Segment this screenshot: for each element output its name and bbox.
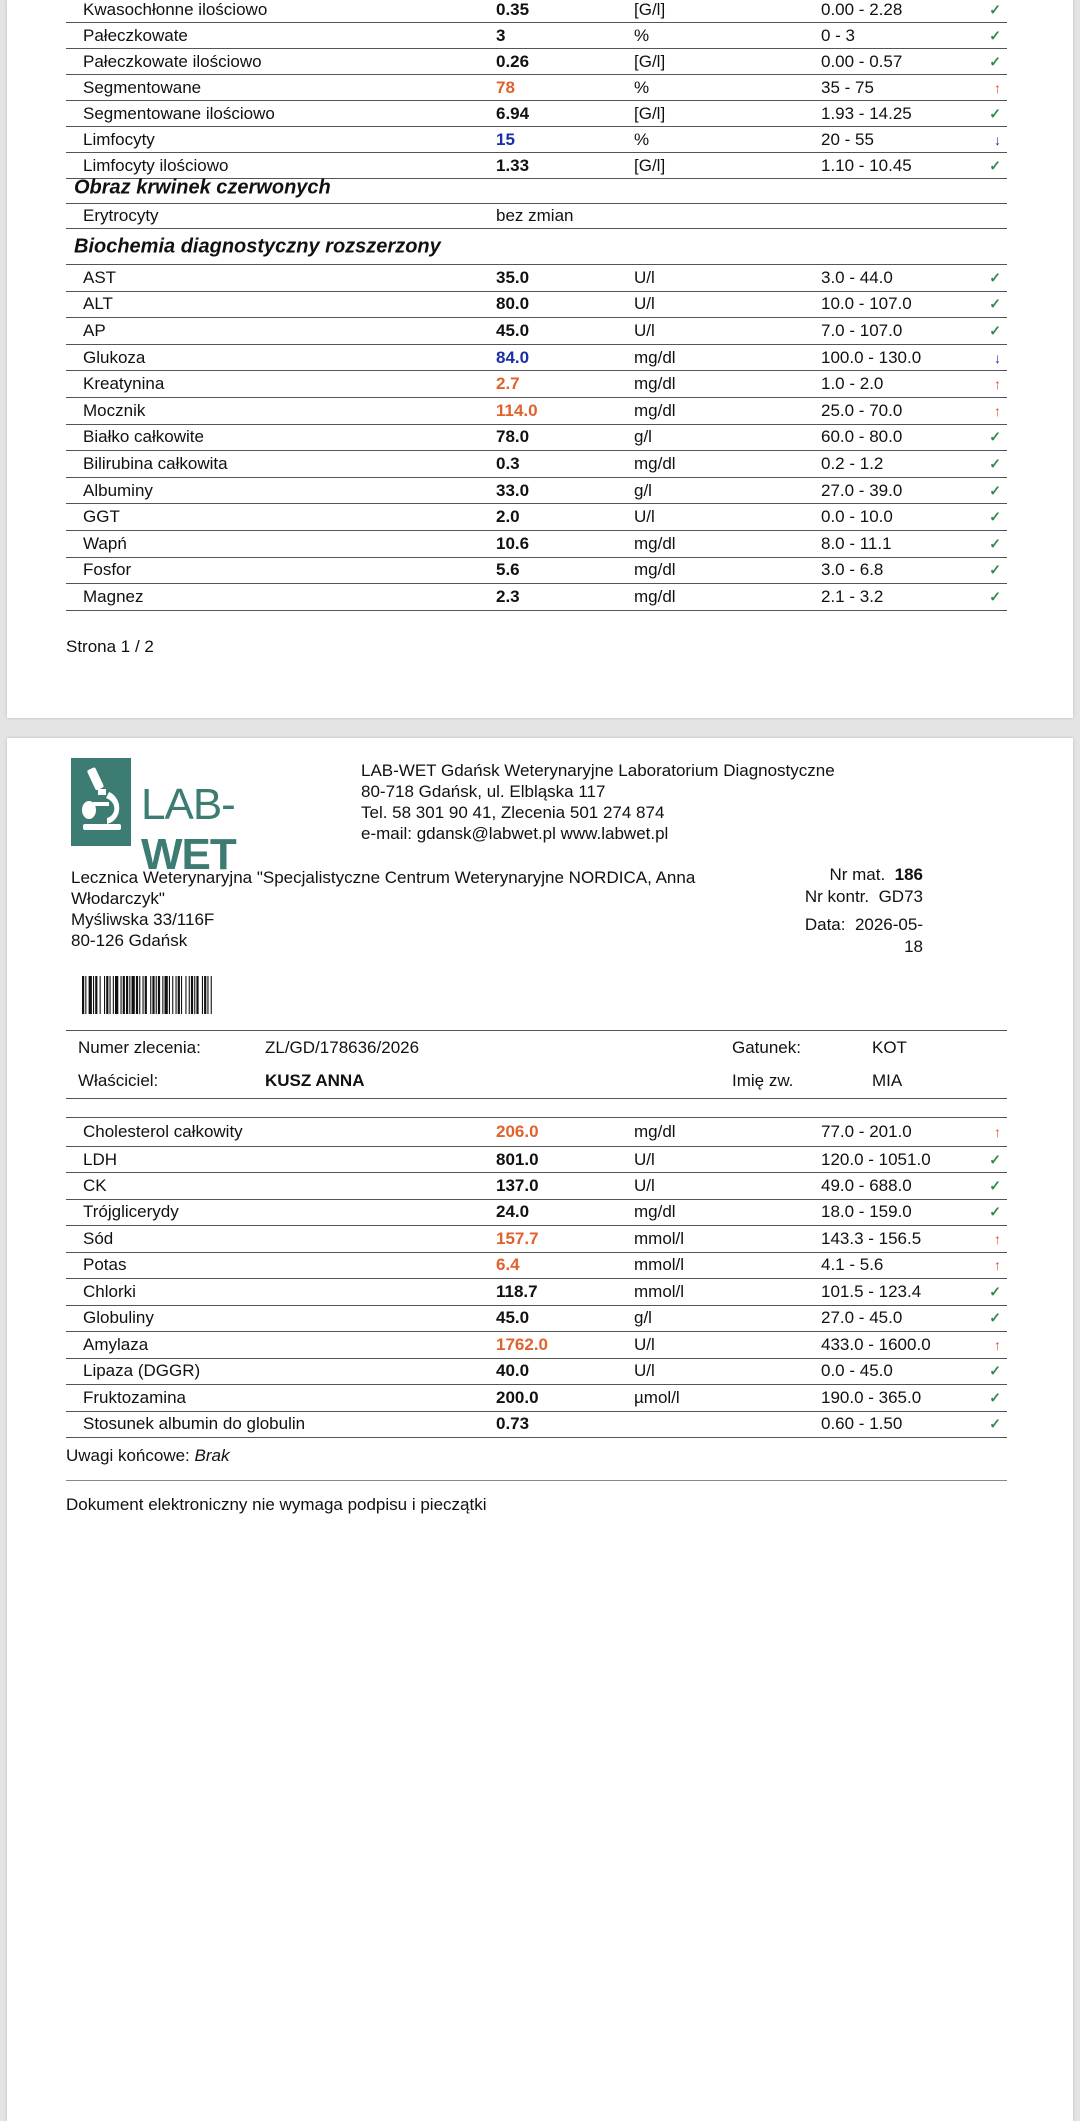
test-unit: U/l [634, 1175, 655, 1195]
test-name: Potas [83, 1255, 127, 1275]
test-unit: mg/dl [634, 400, 676, 420]
table-row [66, 1412, 1007, 1439]
test-name: Pałeczkowate ilościowo [83, 51, 262, 71]
lab-name: LAB-WET Gdańsk Weterynaryjne Laboratorium Diagnostyczne [361, 761, 835, 780]
test-name: Cholesterol całkowity [83, 1122, 243, 1141]
check-icon: ✓ [989, 1362, 1001, 1379]
test-name: Mocznik [83, 400, 146, 420]
table-row [66, 1306, 1007, 1333]
check-icon: ✓ [989, 561, 1001, 578]
table-row [66, 425, 1007, 452]
check-icon: ✓ [989, 1203, 1001, 1220]
test-value: 80.0 [496, 294, 530, 314]
test-unit: g/l [634, 427, 652, 447]
arrow-up-icon: ↑ [994, 1336, 1001, 1353]
table-row [66, 101, 1007, 127]
row-value: bez zmian [496, 206, 574, 225]
check-icon: ✓ [989, 508, 1001, 525]
table-row [66, 265, 1007, 292]
test-unit: U/l [634, 320, 655, 340]
test-name: Lipaza (DGGR) [83, 1361, 201, 1381]
check-icon: ✓ [989, 482, 1001, 499]
table-row [66, 1147, 1007, 1173]
test-unit: [G/l] [634, 0, 666, 19]
test-name: CK [83, 1175, 107, 1195]
check-icon: ✓ [989, 1, 1001, 17]
reference-range: 101.5 - 123.4 [821, 1281, 922, 1301]
test-name: Segmentowane ilościowo [83, 103, 275, 123]
test-value: 15 [496, 129, 515, 149]
test-value: 157.7 [496, 1228, 539, 1248]
test-name: Fosfor [83, 560, 132, 580]
reference-range: 35 - 75 [821, 77, 874, 97]
table-row [66, 1253, 1007, 1280]
test-unit: [G/l] [634, 103, 666, 123]
test-unit: % [634, 25, 650, 45]
reference-range: 27.0 - 39.0 [821, 480, 903, 500]
test-name: Sód [83, 1228, 114, 1248]
test-name: Glukoza [83, 347, 146, 367]
table-row [66, 1332, 1007, 1359]
test-unit: U/l [634, 267, 655, 287]
table-row [66, 1279, 1007, 1306]
check-icon: ✓ [989, 428, 1001, 445]
reference-range: 190.0 - 365.0 [821, 1387, 922, 1407]
test-name: Wapń [83, 533, 127, 553]
test-value: 0.26 [496, 51, 530, 71]
test-name: Kwasochłonne ilościowo [83, 0, 268, 19]
test-unit: U/l [634, 1361, 655, 1381]
test-unit: % [634, 77, 650, 97]
test-value: 206.0 [496, 1122, 539, 1141]
arrow-up-icon: ↑ [994, 79, 1001, 96]
reference-range: 120.0 - 1051.0 [821, 1149, 931, 1169]
test-unit: mmol/l [634, 1281, 685, 1301]
table-row [66, 318, 1007, 345]
test-value: 33.0 [496, 480, 530, 500]
check-icon: ✓ [989, 588, 1001, 605]
test-unit: U/l [634, 507, 655, 527]
test-name: Białko całkowite [83, 427, 204, 447]
test-name: Chlorki [83, 1281, 136, 1301]
test-name: Fruktozamina [83, 1387, 186, 1407]
report-page-2 [7, 738, 1073, 2121]
row-name: Erytrocyty [83, 206, 159, 225]
reference-range: 20 - 55 [821, 129, 874, 149]
check-icon: ✓ [989, 295, 1001, 312]
test-value: 118.7 [496, 1281, 538, 1301]
reference-range: 143.3 - 156.5 [821, 1228, 922, 1248]
page-number: Strona 1 / 2 [66, 637, 154, 656]
test-name: Segmentowane [83, 77, 202, 97]
test-unit: mg/dl [634, 586, 676, 606]
test-value: 24.0 [496, 1202, 530, 1222]
rbc-section [66, 172, 1007, 229]
test-unit: mg/dl [634, 1202, 676, 1222]
check-icon: ✓ [989, 269, 1001, 286]
test-name: Bilirubina całkowita [83, 453, 228, 473]
test-unit: mg/dl [634, 1122, 676, 1141]
owner-value: KUSZ ANNA [265, 1071, 365, 1090]
table-row [66, 451, 1007, 478]
clinic-address [71, 867, 731, 951]
check-icon: ✓ [989, 1151, 1001, 1167]
arrow-up-icon: ↑ [994, 376, 1001, 393]
reference-range: 0.0 - 45.0 [821, 1361, 893, 1381]
test-name: Amylaza [83, 1334, 149, 1354]
test-unit: % [634, 129, 650, 149]
test-unit: U/l [634, 294, 655, 314]
test-name: Albuminy [83, 480, 153, 500]
arrow-up-icon: ↑ [994, 1257, 1001, 1274]
table-row [66, 1117, 1007, 1147]
test-value: 0.35 [496, 0, 530, 19]
arrow-down-icon: ↓ [994, 131, 1001, 148]
test-value: 137.0 [496, 1175, 539, 1195]
divider [66, 1480, 1007, 1481]
check-icon: ✓ [989, 1389, 1001, 1406]
animal-label: Imię zw. [732, 1071, 794, 1090]
nr-kontr: Nr kontr. GD73 [804, 887, 923, 906]
reference-range: 1.0 - 2.0 [821, 374, 884, 394]
lab-phone: Tel. 58 301 90 41, Zlecenia 501 274 874 [361, 803, 665, 822]
reference-range: 18.0 - 159.0 [821, 1202, 912, 1222]
test-name: ALT [83, 294, 113, 314]
test-value: 78.0 [496, 427, 530, 447]
test-unit: U/l [634, 1149, 655, 1169]
test-name: Limfocyty ilościowo [83, 155, 229, 175]
test-unit: g/l [634, 1308, 652, 1328]
reference-range: 8.0 - 11.1 [821, 533, 892, 553]
test-value: 1762.0 [496, 1334, 548, 1354]
arrow-up-icon: ↑ [994, 402, 1001, 419]
test-value: 2.7 [496, 374, 520, 394]
test-value: 200.0 [496, 1387, 539, 1407]
test-value: 114.0 [496, 400, 538, 420]
test-unit: g/l [634, 480, 652, 500]
test-value: 2.0 [496, 507, 520, 527]
reference-range: 0.0 - 10.0 [821, 507, 893, 527]
lab-address: 80-718 Gdańsk, ul. Elbląska 117 [361, 782, 606, 801]
table-row [66, 204, 1007, 229]
check-icon: ✓ [989, 455, 1001, 472]
test-name: Kreatynina [83, 374, 165, 394]
test-unit: mg/dl [634, 533, 676, 553]
table-row [66, 478, 1007, 505]
reference-range: 1.10 - 10.45 [821, 155, 912, 175]
table-row [66, 398, 1007, 425]
test-value: 45.0 [496, 1308, 530, 1328]
table-row [66, 1200, 1007, 1227]
test-unit: [G/l] [634, 155, 666, 175]
test-value: 0.3 [496, 453, 520, 473]
reference-range: 77.0 - 201.0 [821, 1122, 912, 1141]
check-icon: ✓ [989, 1415, 1001, 1432]
table-row [66, 23, 1007, 49]
test-unit: mmol/l [634, 1255, 685, 1275]
table-row [66, 1226, 1007, 1253]
test-unit: mg/dl [634, 560, 676, 580]
report-page-1 [7, 0, 1073, 718]
check-icon: ✓ [989, 322, 1001, 339]
table-row [66, 49, 1007, 75]
test-unit: mmol/l [634, 1228, 685, 1248]
reference-range: 0.00 - 2.28 [821, 0, 903, 19]
animal-value: MIA [872, 1071, 903, 1090]
arrow-down-icon: ↓ [994, 349, 1001, 366]
test-value: 0.73 [496, 1414, 530, 1434]
barcode [82, 976, 304, 1014]
test-name: Pałeczkowate [83, 25, 188, 45]
test-value: 78 [496, 77, 515, 97]
test-name: Stosunek albumin do globulin [83, 1414, 306, 1434]
sample-meta [805, 864, 923, 958]
final-remarks [66, 1446, 229, 1466]
test-value: 3 [496, 25, 506, 45]
check-icon: ✓ [989, 1283, 1001, 1300]
check-icon: ✓ [989, 53, 1001, 69]
test-name: AP [83, 320, 106, 340]
logo-wordmark: LAB-WET [141, 780, 236, 879]
microscope-icon [71, 758, 131, 846]
table-row [66, 75, 1007, 101]
biochem-table-2 [66, 1117, 1007, 1438]
order-label: Numer zlecenia: [78, 1038, 201, 1057]
reference-range: 100.0 - 130.0 [821, 347, 922, 367]
test-value: 10.6 [496, 533, 530, 553]
test-unit: µmol/l [634, 1387, 680, 1407]
order-info [66, 1030, 1007, 1099]
report-date: Data: 2026-05- [804, 915, 923, 934]
arrow-up-icon: ↑ [994, 1124, 1001, 1140]
table-row [66, 1359, 1007, 1386]
test-name: GGT [83, 507, 120, 527]
test-unit: mg/dl [634, 374, 676, 394]
clinic-line: Lecznica Weterynaryjna "Specjalistyczne Centrum Weterynaryjne NORDICA, Anna [71, 868, 696, 887]
test-unit: U/l [634, 1334, 655, 1354]
test-unit: mg/dl [634, 453, 676, 473]
arrow-up-icon: ↑ [994, 1230, 1001, 1247]
check-icon: ✓ [989, 27, 1001, 43]
table-row [66, 584, 1007, 611]
test-name: LDH [83, 1149, 118, 1169]
test-name: Magnez [83, 586, 144, 606]
reference-range: 0.60 - 1.50 [821, 1414, 903, 1434]
test-value: 40.0 [496, 1361, 530, 1381]
reference-range: 60.0 - 80.0 [821, 427, 903, 447]
clinic-line: Myśliwska 33/116F [71, 910, 215, 929]
reference-range: 1.93 - 14.25 [821, 103, 912, 123]
table-row [66, 531, 1007, 558]
reference-range: 3.0 - 44.0 [821, 267, 893, 287]
biochem-section [66, 229, 1007, 611]
check-icon: ✓ [989, 1177, 1001, 1194]
test-unit: [G/l] [634, 51, 666, 71]
lab-email: e-mail: gdansk@labwet.pl www.labwet.pl [361, 824, 669, 843]
check-icon: ✓ [989, 105, 1001, 121]
table-row [66, 127, 1007, 153]
biochem-table [66, 265, 1007, 611]
test-value: 5.6 [496, 560, 520, 580]
electronic-doc-note: Dokument elektroniczny nie wymaga podpisu i pieczątki [66, 1495, 487, 1514]
section-title: Obraz krwinek czerwonych [66, 172, 1007, 204]
test-name: Limfocyty [83, 129, 155, 149]
table-row [66, 0, 1007, 23]
test-value: 84.0 [496, 347, 530, 367]
test-value: 1.33 [496, 155, 530, 175]
reference-range: 4.1 - 5.6 [821, 1255, 884, 1275]
reference-range: 0.00 - 0.57 [821, 51, 903, 71]
clinic-line: Włodarczyk" [71, 889, 165, 908]
lab-info [361, 760, 835, 844]
test-name: AST [83, 267, 117, 287]
reference-range: 10.0 - 107.0 [821, 294, 912, 314]
test-value: 2.3 [496, 586, 520, 606]
section-title: Biochemia diagnostyczny rozszerzony [66, 229, 1007, 265]
reference-range: 7.0 - 107.0 [821, 320, 903, 340]
test-unit: mg/dl [634, 347, 676, 367]
reference-range: 3.0 - 6.8 [821, 560, 884, 580]
table-row [66, 345, 1007, 372]
reference-range: 27.0 - 45.0 [821, 1308, 903, 1328]
table-row [66, 292, 1007, 319]
reference-range: 0 - 3 [821, 25, 856, 45]
check-icon: ✓ [989, 535, 1001, 552]
table-row [66, 1173, 1007, 1200]
order-number: ZL/GD/178636/2026 [265, 1038, 420, 1057]
test-name: Globuliny [83, 1308, 154, 1328]
species-value: KOT [872, 1038, 907, 1057]
remarks-label: Uwagi końcowe: [66, 1446, 190, 1465]
reference-range: 25.0 - 70.0 [821, 400, 903, 420]
owner-label: Właściciel: [78, 1071, 159, 1090]
remarks-value: Brak [194, 1446, 230, 1465]
reference-range: 2.1 - 3.2 [821, 586, 884, 606]
test-value: 6.4 [496, 1255, 520, 1275]
clinic-line: 80-126 Gdańsk [71, 931, 188, 950]
reference-range: 0.2 - 1.2 [821, 453, 884, 473]
report-date-cont: 18 [904, 937, 923, 956]
table-row [66, 1385, 1007, 1412]
labwet-logo [71, 758, 311, 879]
hematology-table [66, 0, 1007, 179]
test-value: 35.0 [496, 267, 530, 287]
test-value: 6.94 [496, 103, 530, 123]
check-icon: ✓ [989, 157, 1001, 173]
nr-mat: Nr mat. 186 [829, 865, 923, 884]
reference-range: 433.0 - 1600.0 [821, 1334, 931, 1354]
test-value: 45.0 [496, 320, 530, 340]
test-name: Trójglicerydy [83, 1202, 179, 1222]
table-row [66, 504, 1007, 531]
table-row [66, 371, 1007, 398]
species-label: Gatunek: [732, 1038, 801, 1057]
table-row [66, 558, 1007, 585]
check-icon: ✓ [989, 1309, 1001, 1326]
reference-range: 49.0 - 688.0 [821, 1175, 912, 1195]
test-value: 801.0 [496, 1149, 539, 1169]
